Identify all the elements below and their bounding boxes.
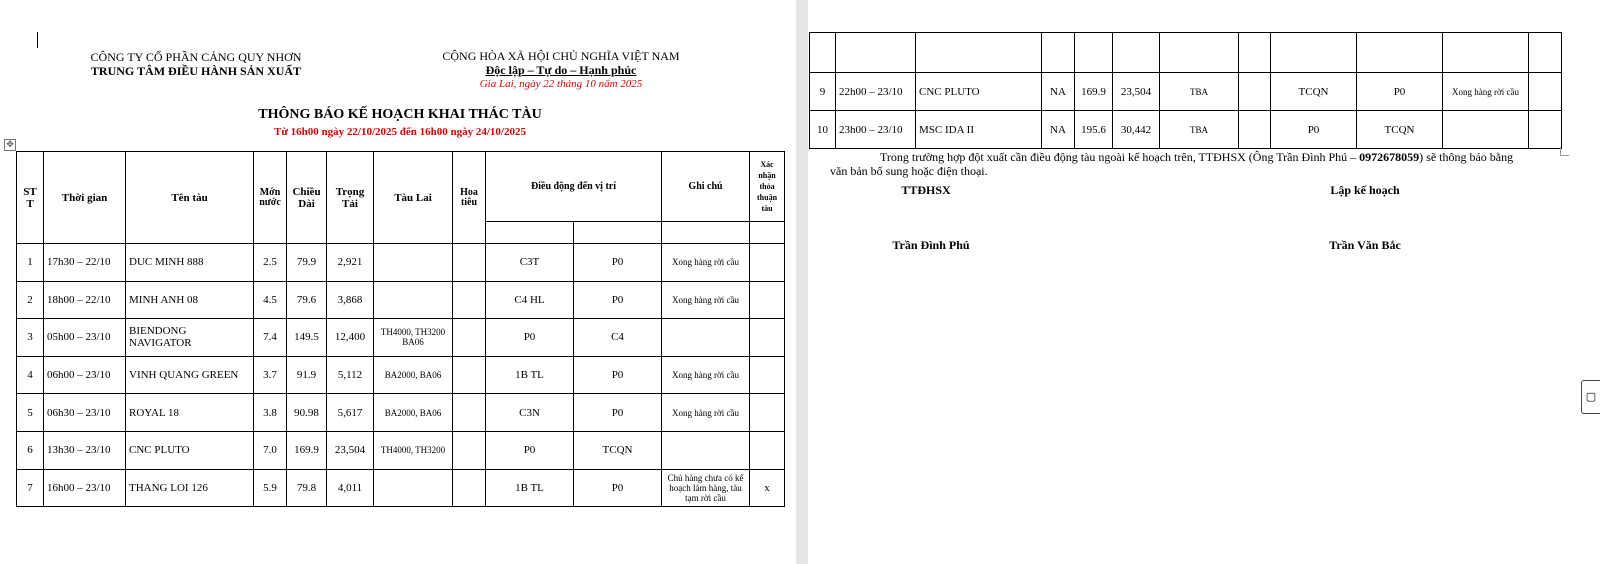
document-page-right (808, 0, 1600, 564)
cell-ship: THANG LOI 126 (126, 469, 254, 507)
table-row (810, 111, 1562, 149)
table-row (17, 356, 785, 394)
cell-confirm (750, 394, 785, 432)
header-pilot: Hoa tiêu (453, 152, 486, 244)
cell-confirm (750, 356, 785, 394)
cell-to: C4 (574, 319, 662, 357)
cell-confirm (1529, 111, 1562, 149)
notice-paragraph (880, 150, 1580, 164)
cell-tug: TBA (1160, 73, 1239, 111)
cell-from: 1B TL (486, 356, 574, 394)
header-move: Điều động đến vị trí (486, 152, 662, 222)
cell-pilot (453, 431, 486, 469)
cell-tonnage: 30,442 (1113, 111, 1160, 149)
notice-line2: văn bản bổ sung hoặc điện thoại. (830, 164, 988, 178)
cell-time: 16h00 – 23/10 (44, 469, 126, 507)
cell-to: P0 (574, 394, 662, 432)
header-time: Thời gian (44, 152, 126, 244)
table-row (17, 281, 785, 319)
cell-time: 23h00 – 23/10 (836, 111, 916, 149)
sign-left-name: Trần Đình Phú (892, 238, 970, 252)
cell-pilot (1239, 73, 1271, 111)
table-row (17, 244, 785, 282)
cell-time: 18h00 – 22/10 (44, 281, 126, 319)
cell-note (1443, 111, 1529, 149)
cell-to: P0 (574, 356, 662, 394)
document-page-left (0, 0, 796, 564)
header-note: Ghi chú (662, 152, 750, 222)
cell-tonnage: 2,921 (327, 244, 374, 282)
sign-right-name: Trần Văn Bắc (1329, 238, 1401, 252)
cell-ship: VINH QUANG GREEN (126, 356, 254, 394)
cell-confirm (750, 281, 785, 319)
cell-tug: BA2000, BA06 (374, 356, 453, 394)
cell-tonnage: 3,868 (327, 281, 374, 319)
table-row (17, 469, 785, 507)
cell-to: TCQN (1357, 111, 1443, 149)
nation-motto: Độc lập – Tự do – Hạnh phúc (485, 63, 637, 77)
cell-draft: 3.7 (254, 356, 287, 394)
cell-from: P0 (486, 319, 574, 357)
nation-name: CỘNG HÒA XÃ HỘI CHỦ NGHĨA VIỆT NAM (442, 49, 680, 63)
header-stt: ST T (17, 152, 44, 244)
cell-stt: 5 (17, 394, 44, 432)
cell-length: 79.8 (287, 469, 327, 507)
notice-text-part1: Trong trường hợp đột xuất cần điều động tàu ngoài kế hoạch trên, TTĐHSX (Ông Trần Đình Phú – (880, 150, 1360, 164)
cell-note: Xong hàng rời cầu (662, 244, 750, 282)
cell-stt: 3 (17, 319, 44, 357)
cell-length: 79.6 (287, 281, 327, 319)
cell-tonnage: 23,504 (1113, 73, 1160, 111)
header-tug: Tàu Lai (374, 152, 453, 244)
cell-pilot (453, 244, 486, 282)
cell-to: P0 (1357, 73, 1443, 111)
cell-pilot (453, 394, 486, 432)
cell-tonnage: 4,011 (327, 469, 374, 507)
document-title: THÔNG BÁO KẾ HOẠCH KHAI THÁC TÀU (258, 107, 542, 122)
cell-stt: 2 (17, 281, 44, 319)
schedule-table-continued (809, 32, 1562, 149)
cell-ship: ROYAL 18 (126, 394, 254, 432)
cell-length: 91.9 (287, 356, 327, 394)
sign-left-title: TTĐHSX (901, 183, 951, 197)
notice-phone: 0972678059 (1359, 150, 1420, 164)
cell-tonnage: 5,112 (327, 356, 374, 394)
schedule-table (16, 151, 785, 507)
cell-tug (374, 244, 453, 282)
cell-to: TCQN (574, 431, 662, 469)
cell-length: 169.9 (287, 431, 327, 469)
cell-confirm (750, 244, 785, 282)
cell-from: C3N (486, 394, 574, 432)
cell-time: 06h00 – 23/10 (44, 356, 126, 394)
cell-note: Xong hàng rời cầu (662, 356, 750, 394)
cell-note: Chủ hàng chưa có kế hoạch làm hàng, tàu tạm rời cầu (662, 469, 750, 507)
cell-pilot (453, 319, 486, 357)
cell-time: 22h00 – 23/10 (836, 73, 916, 111)
company-department: TRUNG TÂM ĐIỀU HÀNH SẢN XUẤT (90, 64, 302, 78)
cell-draft: NA (1042, 111, 1075, 149)
cell-stt: 4 (17, 356, 44, 394)
cell-tonnage: 23,504 (327, 431, 374, 469)
cell-stt: 10 (810, 111, 836, 149)
cell-note: Xong hàng rời cầu (662, 394, 750, 432)
cell-length: 79.9 (287, 244, 327, 282)
document-date: Gia Lai, ngày 22 tháng 10 năm 2025 (479, 78, 643, 90)
cell-tug (374, 469, 453, 507)
cell-from: P0 (1271, 111, 1357, 149)
cell-tonnage: 5,617 (327, 394, 374, 432)
cell-note (662, 319, 750, 357)
notice-text-part2: ) sẽ thông báo bằng (1419, 150, 1514, 164)
cell-ship: BIENDONG NAVIGATOR (126, 319, 254, 357)
header-draft: Mớn nước (254, 152, 287, 244)
header-ship: Tên tàu (126, 152, 254, 244)
cell-from: C3T (486, 244, 574, 282)
cell-draft: 7.0 (254, 431, 287, 469)
cell-time: 13h30 – 23/10 (44, 431, 126, 469)
margin-marker (1560, 147, 1569, 156)
cell-confirm (1529, 73, 1562, 111)
cell-ship: CNC PLUTO (126, 431, 254, 469)
cell-stt: 9 (810, 73, 836, 111)
cell-draft: 3.8 (254, 394, 287, 432)
text-cursor (37, 32, 38, 48)
cell-draft: 7.4 (254, 319, 287, 357)
cell-stt: 6 (17, 431, 44, 469)
cell-length: 169.9 (1075, 73, 1113, 111)
cell-from: C4 HL (486, 281, 574, 319)
company-name: CÔNG TY CỔ PHẦN CẢNG QUY NHƠN (90, 50, 302, 64)
cell-ship: MSC IDA II (916, 111, 1042, 149)
cell-from: TCQN (1271, 73, 1357, 111)
cell-draft: NA (1042, 73, 1075, 111)
cell-to: P0 (574, 469, 662, 507)
cell-tug: TH4000, TH3200 (374, 431, 453, 469)
cell-tug: TH4000, TH3200 BA06 (374, 319, 453, 357)
header-move-to (574, 222, 662, 244)
cell-length: 195.6 (1075, 111, 1113, 149)
cell-tonnage: 12,400 (327, 319, 374, 357)
cell-length: 149.5 (287, 319, 327, 357)
cell-stt: 1 (17, 244, 44, 282)
cell-pilot (1239, 111, 1271, 149)
cell-pilot (453, 281, 486, 319)
cell-note: Xong hàng rời cầu (662, 281, 750, 319)
table-row (17, 431, 785, 469)
table-row (17, 394, 785, 432)
comment-icon[interactable]: ▢ (1581, 380, 1600, 414)
cell-time: 05h00 – 23/10 (44, 319, 126, 357)
header-tonnage: Trọng Tải (327, 152, 374, 244)
cell-from: 1B TL (486, 469, 574, 507)
table-row (17, 319, 785, 357)
cell-length: 90.98 (287, 394, 327, 432)
header-confirm: Xác nhận thỏa thuận tàu (750, 152, 785, 222)
cell-to: P0 (574, 281, 662, 319)
cell-tug: TBA (1160, 111, 1239, 149)
cell-note: Xong hàng rời cầu (1443, 73, 1529, 111)
cell-ship: MINH ANH 08 (126, 281, 254, 319)
cell-draft: 2.5 (254, 244, 287, 282)
cell-confirm (750, 431, 785, 469)
cell-time: 06h30 – 23/10 (44, 394, 126, 432)
cell-time: 17h30 – 22/10 (44, 244, 126, 282)
header-confirm-sub (750, 222, 785, 244)
header-note-sub (662, 222, 750, 244)
document-subtitle: Từ 16h00 ngày 22/10/2025 đến 16h00 ngày 24/10/2025 (273, 126, 526, 138)
header-length: Chiều Dài (287, 152, 327, 244)
table-move-handle-icon[interactable]: ✥ (4, 139, 16, 151)
cell-to: P0 (574, 244, 662, 282)
cell-ship: CNC PLUTO (916, 73, 1042, 111)
cell-pilot (453, 469, 486, 507)
cell-draft: 4.5 (254, 281, 287, 319)
cell-confirm (750, 319, 785, 357)
cell-stt: 7 (17, 469, 44, 507)
cell-from: P0 (486, 431, 574, 469)
header-move-from (486, 222, 574, 244)
cell-note (662, 431, 750, 469)
sign-right-title: Lập kế hoạch (1330, 183, 1400, 197)
cell-ship: DUC MINH 888 (126, 244, 254, 282)
cell-draft: 5.9 (254, 469, 287, 507)
cell-confirm: x (750, 469, 785, 507)
cell-pilot (453, 356, 486, 394)
cell-tug: BA2000, BA06 (374, 394, 453, 432)
cell-tug (374, 281, 453, 319)
table-row (810, 73, 1562, 111)
